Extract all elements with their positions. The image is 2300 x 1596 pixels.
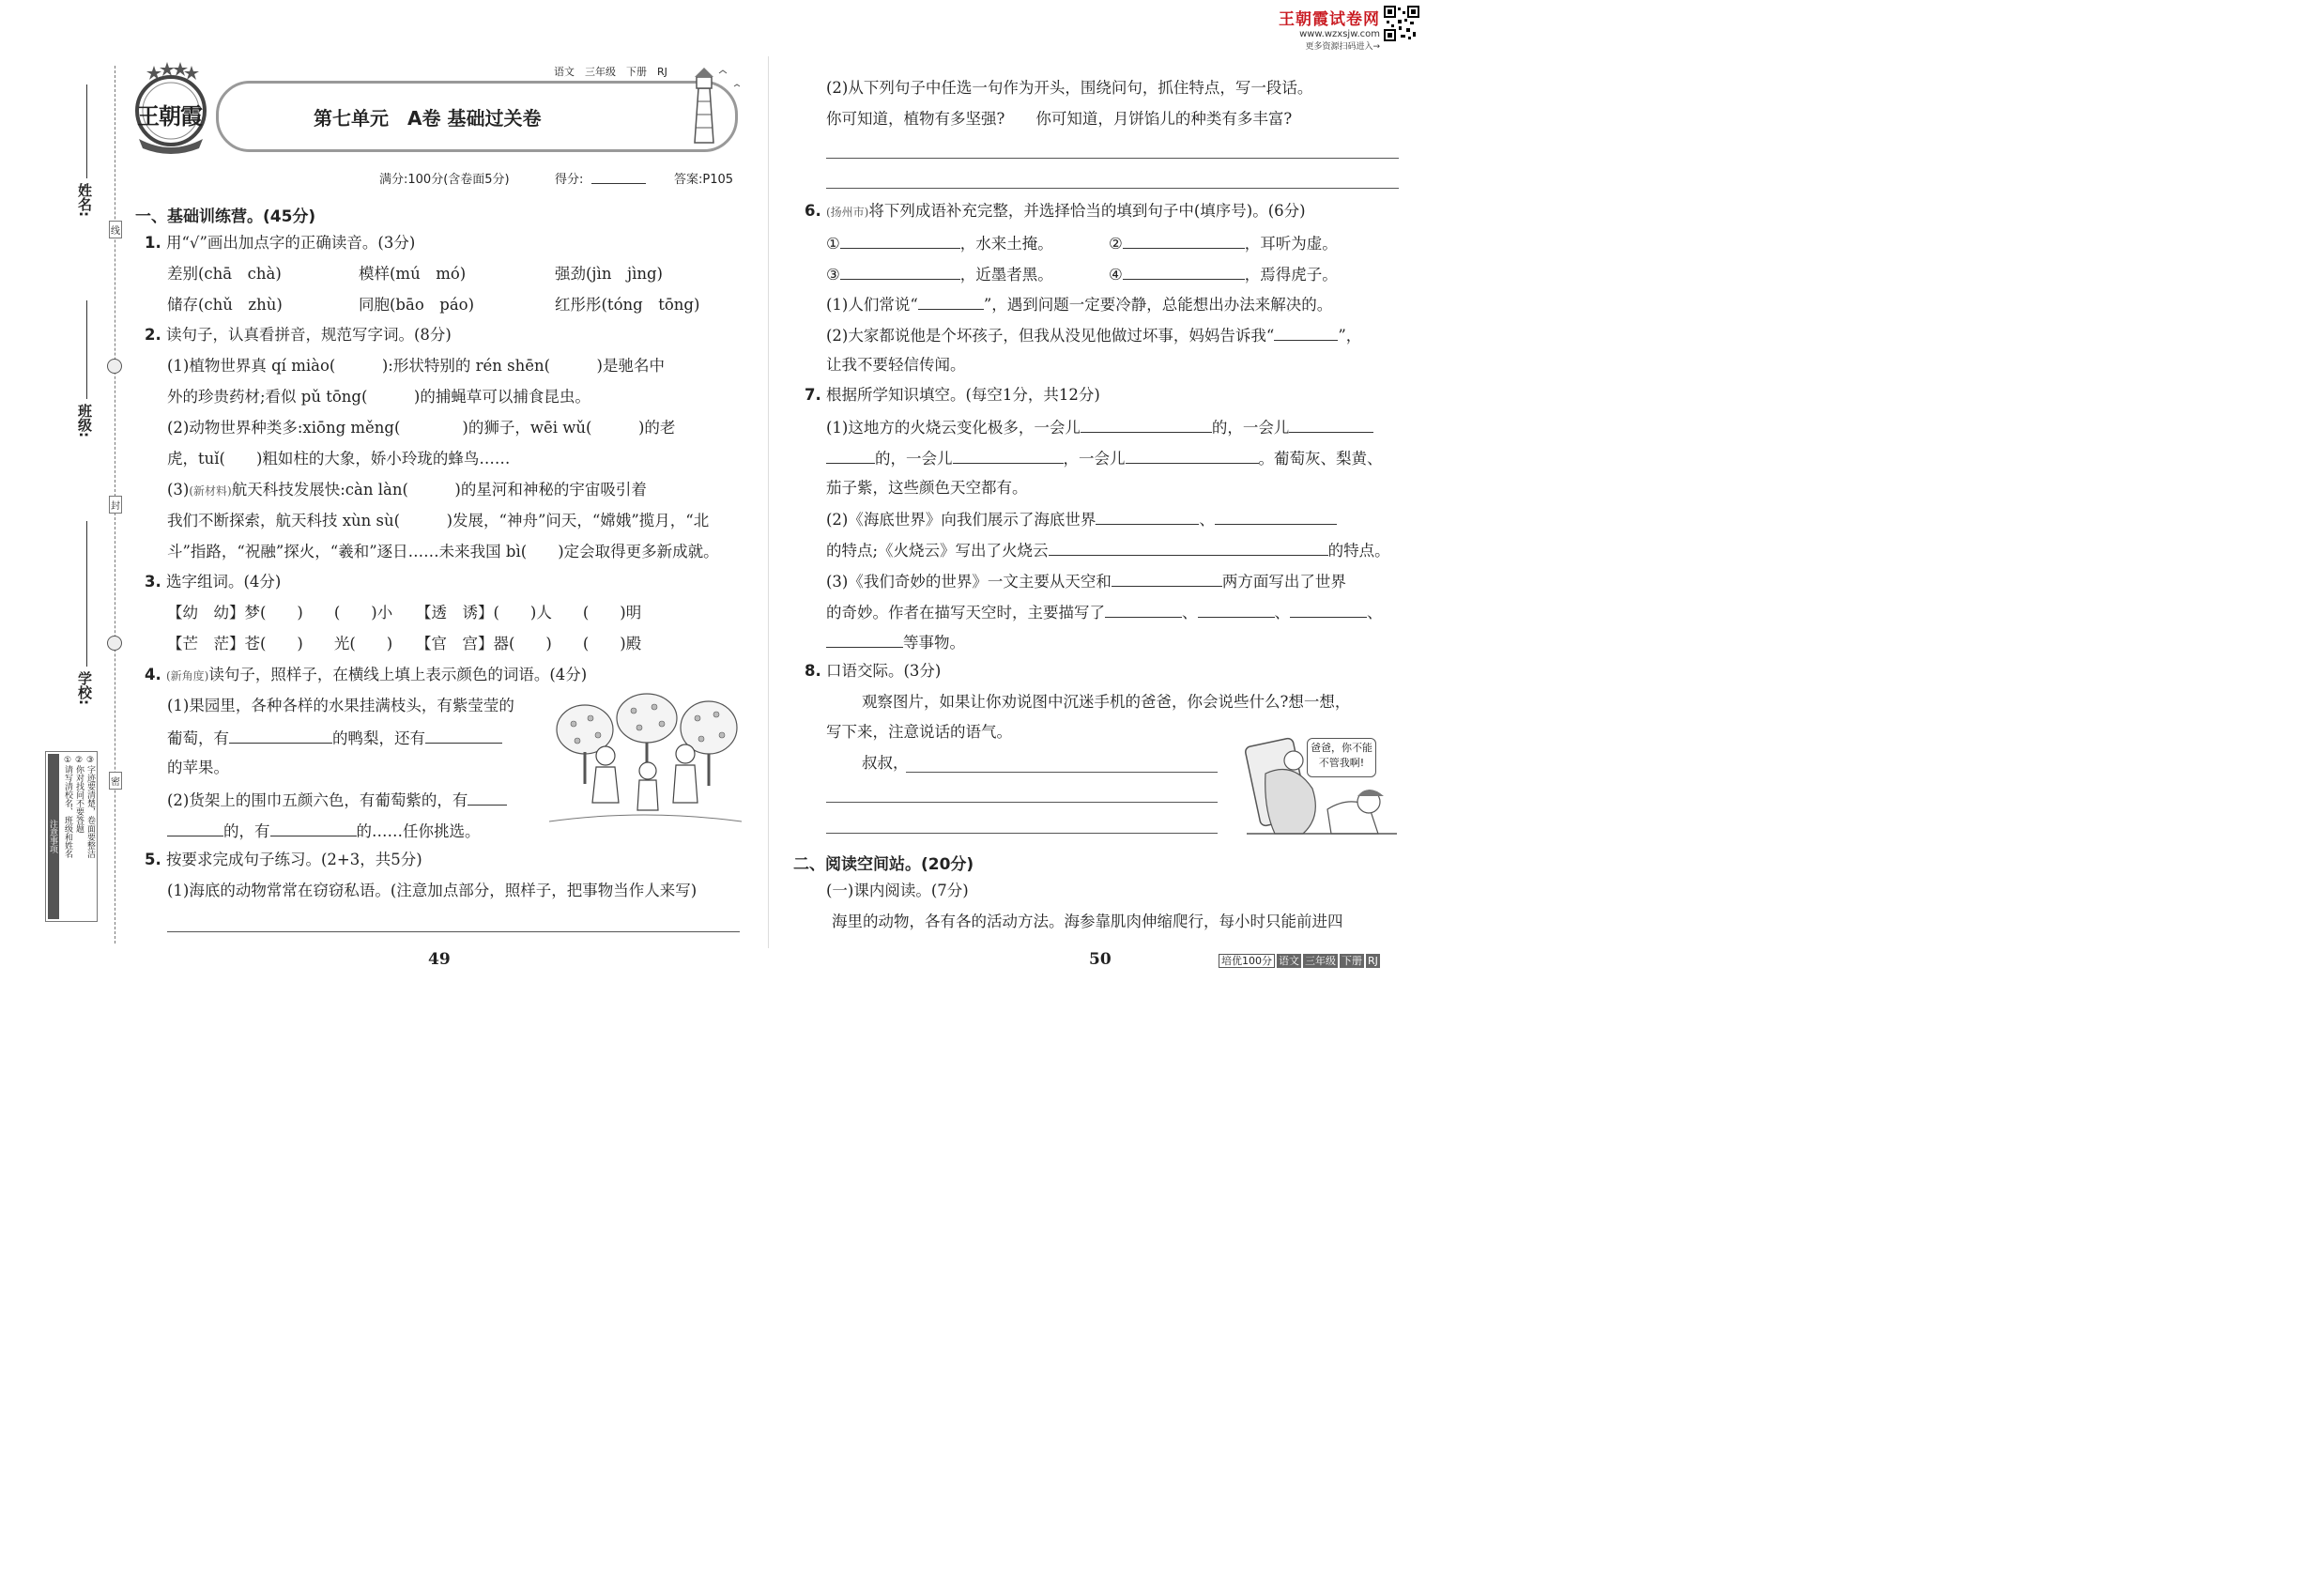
answer-blank[interactable] (1105, 602, 1182, 618)
q-text: 按要求完成句子练习。(2+3，共5分) (166, 851, 422, 868)
q5-sub2: (2)从下列句子中任选一句作为开头，围绕问句，抓住特点，写一段话。 (826, 79, 1313, 97)
question-5 (145, 851, 422, 869)
answer-blank[interactable] (1289, 417, 1373, 433)
answer-blank[interactable] (1123, 233, 1245, 249)
question-2 (145, 326, 452, 345)
q7-line (826, 602, 1383, 622)
new-angle-tag: (新角度) (166, 669, 209, 683)
q7-line (826, 632, 965, 652)
idiom-item (826, 264, 1053, 284)
q4-text: 的鸭梨，还有 (332, 729, 425, 747)
q-text: 选字组词。(4分) (166, 573, 282, 591)
score-field[interactable] (591, 183, 646, 184)
answer-blank[interactable] (229, 728, 332, 744)
answer-blank[interactable] (918, 294, 984, 310)
idiom-item (826, 233, 1053, 253)
q6-sentence (826, 294, 1332, 315)
q6-sentence: 让我不要轻信传闻。 (826, 356, 966, 374)
q1-option[interactable]: 储存(chǔ zhù) (167, 296, 283, 314)
q-number: 4. (145, 666, 161, 683)
q-number: 8. (805, 662, 821, 680)
qr-code-icon[interactable] (1384, 6, 1419, 41)
q7-text: (1)这地方的火烧云变化极多，一会儿 (826, 419, 1081, 437)
q5-line: (1)海底的动物常常在窃窃私语。(注意加点部分，照样子，把事物当作人来写) (167, 882, 698, 899)
school-line[interactable] (86, 521, 87, 667)
answer-blank[interactable] (826, 448, 875, 464)
answer-blank[interactable] (1290, 602, 1367, 618)
q-text: 读句子，认真看拼音，规范写字词。(8分) (166, 326, 452, 344)
q7-text: 、 (1367, 604, 1383, 622)
q-number: 7. (805, 386, 821, 404)
q1-option[interactable]: 差别(chā chà) (167, 265, 282, 283)
cut-mark-2: 封 (109, 496, 122, 514)
idiom-number: ④ (1109, 266, 1123, 284)
footer-grade: 三年级 (1305, 955, 1336, 967)
answer-blank[interactable] (425, 728, 502, 744)
reading-sub-title: (一)课内阅读。(7分) (826, 882, 969, 899)
q-text: 口语交际。(3分) (826, 662, 942, 680)
q7-text: (2)《海底世界》向我们展示了海底世界 (826, 511, 1096, 529)
q7-text: 、 (1199, 511, 1215, 529)
footer-subject: 语文 (1279, 955, 1299, 967)
idiom-text: ，耳听为虚。 (1244, 235, 1338, 253)
question-6 (805, 202, 1306, 222)
q4-line: 的苹果。 (167, 759, 229, 776)
lighthouse-icon (682, 64, 747, 145)
q2-sub-text: 航天科技发展快:càn làn( )的星河和神秘的宇宙吸引着 (231, 481, 647, 499)
section-2-title: 二、阅读空间站。(20分) (793, 855, 974, 874)
answer-blank[interactable] (840, 233, 960, 249)
q7-line (826, 417, 1373, 437)
question-4 (145, 666, 587, 685)
page-divider (768, 56, 769, 948)
answer-blank[interactable] (1123, 264, 1245, 280)
q7-text: 的特点。 (1327, 542, 1390, 560)
q2-line[interactable] (167, 481, 647, 500)
answer-line[interactable] (167, 931, 740, 932)
answer-blank[interactable] (270, 821, 357, 836)
q-text: 根据所学知识填空。(每空1分，共12分) (826, 386, 1100, 404)
q2-line[interactable]: 虎，tuǐ( )粗如柱的大象，娇小玲珑的蜂鸟…… (167, 450, 511, 468)
q2-line[interactable]: 斗”指路，“祝融”探火，“羲和”逐日……未来我国 bì( )定会取得更多新成就。 (167, 543, 719, 560)
idiom-number: ③ (826, 266, 840, 284)
q4-line (167, 821, 481, 841)
answer-line[interactable] (906, 772, 1218, 773)
q6-text: ”， (1338, 327, 1362, 345)
idiom-text: ，近墨者黑。 (959, 266, 1053, 284)
class-label: 班级: (76, 404, 93, 437)
q4-text: 葡萄，有 (167, 729, 229, 747)
q7-line (826, 540, 1390, 560)
q7-text: 的，一会儿 (1211, 419, 1290, 437)
q-number: 2. (145, 326, 161, 344)
orchard-children-illustration (549, 690, 742, 831)
name-line[interactable] (86, 84, 87, 178)
q2-line[interactable]: 我们不断探索，航天科技 xùn sù( )发展，“神舟”问天，“嫦娥”揽月，“北 (167, 512, 710, 529)
answer-blank[interactable] (840, 264, 960, 280)
region-tag: (扬州市) (826, 206, 869, 219)
q1-option[interactable]: 强劲(jìn jìng) (555, 265, 663, 283)
q2-line[interactable]: 外的珍贵药材;看似 pǔ tōng( )的捕蝇草可以捕食昆虫。 (167, 388, 590, 406)
q7-line (826, 571, 1346, 591)
q4-text: (2)货架上的围巾五颜六色，有葡萄紫的，有 (167, 791, 468, 809)
q4-line (167, 728, 502, 748)
q7-text: 。葡萄灰、梨黄、 (1258, 450, 1383, 468)
school-label: 学校: (76, 671, 93, 705)
speech-bubble-text: 爸爸，你不能不管我啊! (1311, 742, 1372, 769)
q7-text: 的，一会儿 (875, 450, 953, 468)
page-number-left: 49 (428, 950, 451, 969)
q7-text: 、 (1182, 604, 1198, 622)
q3-row[interactable]: 【幼 幼】梦( ) ( )小 【透 诱】( )人 ( )明 (167, 604, 642, 622)
q7-line (826, 448, 1383, 468)
name-label: 姓名: (76, 183, 93, 217)
idiom-item (1109, 264, 1338, 284)
q-text: 将下列成语补充完整，并选择恰当的填到句子中(填序号)。(6分) (868, 202, 1306, 220)
reading-passage: 海里的动物，各有各的活动方法。海参靠肌肉伸缩爬行，每小时只能前进四 (832, 913, 1343, 930)
q7-text: 的特点;《火烧云》写出了火烧云 (826, 542, 1049, 560)
question-8 (805, 662, 941, 681)
q7-text: 两方面写出了世界 (1221, 573, 1346, 591)
idiom-number: ② (1109, 235, 1123, 253)
answer-line[interactable] (826, 158, 1399, 159)
page-number-right: 50 (1089, 950, 1112, 969)
q8-line: 写下来，注意说话的语气。 (826, 723, 1012, 741)
q3-row[interactable]: 【芒 茫】苍( ) 光( ) 【官 宫】器( ) ( )殿 (167, 635, 642, 652)
footer-edition: RJ (1368, 955, 1378, 967)
answer-line[interactable] (826, 833, 1218, 834)
q6-text: ”，遇到问题一定要冷静，总能想出办法来解决的。 (983, 296, 1333, 314)
question-1 (145, 234, 415, 253)
answer-blank[interactable] (1112, 571, 1222, 587)
answer-line[interactable] (826, 802, 1218, 803)
answer-ref: 答案:P105 (674, 173, 734, 187)
site-brand[interactable] (1277, 6, 1380, 52)
q8-line: 叔叔， (862, 754, 909, 772)
q2-line[interactable]: (1)植物世界真 qí miào( ):形状特别的 rén shēn( )是驰名中 (167, 357, 665, 375)
score-label: 得分: (555, 173, 584, 187)
subject-bar: 语文 三年级 下册 RJ (554, 66, 667, 78)
q-text: 读句子，照样子，在横线上填上表示颜色的词语。(4分) (208, 666, 588, 683)
q7-line: 茄子紫，这些颜色天空都有。 (826, 479, 1028, 497)
answer-blank[interactable] (1274, 325, 1338, 341)
q6-text: (1)人们常说“ (826, 296, 918, 314)
note-item: ①请写清校名、班级和姓名 (63, 756, 72, 858)
q2-sub-number: (3) (167, 481, 190, 499)
q4-text: 的，有 (223, 822, 270, 840)
answer-blank[interactable] (826, 632, 903, 648)
idiom-text: ，焉得虎子。 (1244, 266, 1338, 284)
binding-hole-icon (107, 359, 122, 374)
q4-line (167, 790, 507, 810)
q-text: 用“√”画出加点字的正确读音。(3分) (166, 234, 416, 252)
answer-blank[interactable] (953, 448, 1064, 464)
q4-text: 的……任你挑选。 (356, 822, 481, 840)
note-item: ②你对找问不要答题 (74, 756, 84, 833)
footer-volume: 下册 (1342, 955, 1362, 967)
q7-text: 、 (1274, 604, 1290, 622)
q7-text: (3)《我们奇妙的世界》一文主要从天空和 (826, 573, 1112, 591)
notes-title: 注意事项 (48, 754, 59, 919)
idiom-item (1109, 233, 1338, 253)
q5-sub2-options: 你可知道，植物有多坚强? 你可知道，月饼馅儿的种类有多丰富? (826, 110, 1293, 128)
idiom-number: ① (826, 235, 840, 253)
q2-line[interactable]: (2)动物世界种类多:xiōng měng( )的狮子，wēi wǔ( )的老 (167, 419, 676, 437)
answer-line[interactable] (826, 188, 1399, 189)
full-score: 满分:100分(含卷面5分) (379, 173, 510, 187)
site-url: www.wzxsjw.com (1299, 29, 1380, 39)
q1-option[interactable]: 同胞(bāo páo) (359, 296, 475, 314)
q7-line (826, 509, 1337, 529)
notes-box (45, 751, 98, 922)
cut-mark-1: 线 (109, 221, 122, 238)
q1-option[interactable]: 模样(mú mó) (359, 265, 467, 283)
q1-option[interactable]: 红彤彤(tóng tōng) (555, 296, 700, 314)
site-slogan: 更多资源扫码进入→ (1305, 42, 1380, 52)
q6-text: (2)大家都说他是个坏孩子，但我从没见他做过坏事，妈妈告诉我“ (826, 327, 1275, 345)
q7-text: 等事物。 (903, 634, 965, 652)
q-number: 6. (805, 202, 821, 220)
cut-mark-3: 密 (109, 772, 122, 790)
q7-text: 的奇妙。作者在描写天空时，主要描写了 (826, 604, 1105, 622)
answer-blank[interactable] (1081, 417, 1212, 433)
note-item: ③字迹要清楚，卷面要整洁 (85, 756, 95, 858)
q4-line: (1)果园里，各种各样的水果挂满枝头，有紫莹莹的 (167, 697, 514, 714)
new-material-tag: (新材料) (189, 484, 232, 498)
answer-blank[interactable] (1215, 509, 1337, 525)
answer-blank[interactable] (167, 821, 223, 836)
binding-hole-icon (107, 636, 122, 651)
answer-blank[interactable] (468, 790, 507, 806)
q-number: 5. (145, 851, 161, 868)
question-7 (805, 386, 1100, 405)
footer-brand: 培优100分 (1219, 954, 1275, 968)
q6-sentence (826, 325, 1361, 345)
q7-text: ，一会儿 (1063, 450, 1126, 468)
idiom-text: ，水来土掩。 (959, 235, 1053, 253)
answer-blank[interactable] (1126, 448, 1259, 464)
site-name: 王朝霞试卷网 (1279, 10, 1380, 29)
class-line[interactable] (86, 300, 87, 399)
q-number: 1. (145, 234, 161, 252)
question-3 (145, 573, 281, 591)
answer-blank[interactable] (1198, 602, 1275, 618)
q-number: 3. (145, 573, 161, 591)
answer-blank[interactable] (1096, 509, 1199, 525)
logo-text: 王朝霞 (137, 102, 202, 130)
footer-badge (1219, 953, 1380, 968)
q8-line: 观察图片，如果让你劝说图中沉迷手机的爸爸，你会说些什么?想一想， (862, 693, 1351, 711)
page-title: 第七单元 A卷 基础过关卷 (314, 107, 542, 130)
section-1-title: 一、基础训练营。(45分) (135, 207, 316, 226)
answer-blank[interactable] (1049, 540, 1328, 556)
